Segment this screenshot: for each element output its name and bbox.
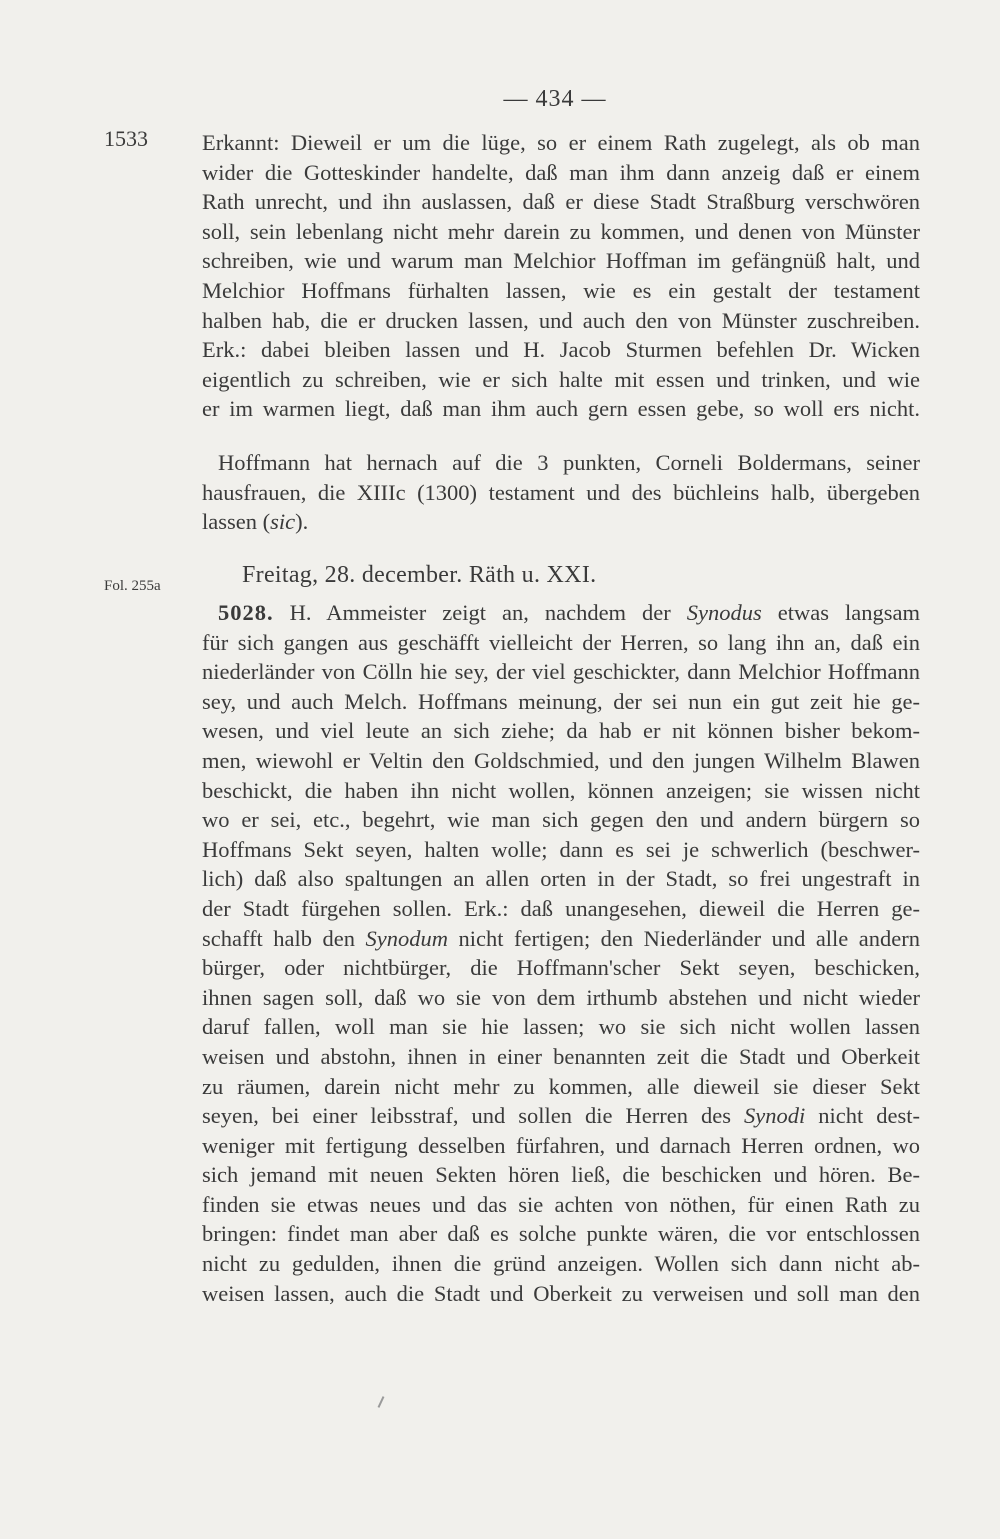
text-run: H. Ammeister zeigt an, nachdem der [289,600,687,625]
text-line: daruf fallen, woll man sie hie lassen; wo sie sich nicht wollen lassen [202,1014,920,1040]
text-line: wider die Gotteskinder handelte, daß man ihm dann anzeig daß er einem [202,159,920,185]
stray-pencil-mark [378,1396,385,1408]
text-line: Erk.: dabei bleiben lassen und H. Jacob Sturmen befehlen Dr. Wicken [202,337,920,363]
text-line: nicht zu gedulden, ihnen die gründ anzeigen. Wollen sich dann nicht ab- [202,1251,920,1277]
page-number: — 434 — [503,86,607,112]
text-line: wo er sei, etc., begehrt, wie man sich gegen den und andern bürgern so [202,807,920,833]
text-line: für sich gangen aus geschäfft vielleicht der Herren, so lang ihn an, daß ein [202,629,920,655]
italic-text: sic [270,509,296,535]
text-run: etwas langsam [761,600,921,625]
text-line: Erkannt: Dieweil er um die lüge, so er einem Rath zugelegt, als ob man [202,130,920,155]
text-run: schafft halb den [202,925,366,951]
text-line: niederländer von Cölln hie sey, der viel geschickter, dann Melchior Hoffmann [202,659,920,685]
text-line: men, wiewohl er Veltin den Goldschmied, und den jungen Wilhelm Blawen [202,747,920,773]
text-line: eigentlich zu schreiben, wie er sich halte mit essen und trinken, und wie [202,366,920,392]
text-run: nicht dest- [805,1103,920,1129]
paragraph-erkannt [202,128,920,424]
text-run: seyen, bei einer leibsstraf, und sollen die Herren des [202,1103,744,1129]
date-heading: Freitag, 28. december. Räth u. XXI. [242,562,597,588]
text-run: ). [295,509,309,535]
text-line: lich) daß also spaltungen an allen orten in der Stadt, so frei ungestraft in [202,866,920,892]
margin-folio [104,578,161,595]
text-line: weniger mit fertigung desselben fürfahren, und darnach Herren ordnen, wo [202,1132,920,1158]
italic-text: Synodus [686,600,762,625]
text-run: nicht fertigen; den Niederländer und alle andern [448,925,921,951]
text-line: weisen und abstohn, ihnen in einer benannten zeit die Stadt und Oberkeit [202,1043,920,1069]
text-line: ihnen sagen soll, daß wo sie von dem irthumb abstehen und nicht wieder [202,984,920,1010]
paragraph-hoffmann [202,448,920,537]
text-line: der Stadt fürgehen sollen. Erk.: daß unangesehen, dieweil die Herren ge- [202,895,920,921]
text-line: weisen lassen, auch die Stadt und Oberkeit zu verweisen und soll man den [202,1280,920,1306]
text-line: beschickt, die haben ihn nicht wollen, können anzeigen; sie wissen nicht [202,777,920,803]
text-line: hausfrauen, die XIIIc (1300) testament und des büchleins halb, übergeben [202,479,920,505]
text-line: wesen, und viel leute an sich ziehe; da hab er nit können bisher bekom- [202,718,920,744]
text-line: bringen: findet man aber daß es solche punkte wären, die vor entschlossen [202,1221,920,1247]
paragraph-entry-5028 [202,598,920,1308]
text-line: zu räumen, darein nicht mehr zu kommen, alle dieweil sie dieser Sekt [202,1073,920,1099]
entry-number: 5028. [218,600,274,625]
text-run: lassen ( [202,509,271,535]
text-line: er im warmen liegt, daß man ihm auch gern essen gebe, so woll ers nicht. [202,396,920,422]
text-line: halben hab, die er drucken lassen, und auch den von Münster zuschreiben. [202,307,920,333]
text-line: Hoffmans Sekt seyen, halten wolle; dann es sei je schwerlich (beschwer- [202,836,920,862]
text-line [202,924,920,954]
text-line [202,1101,920,1131]
italic-text: Synodum [365,925,449,951]
text-line: sey, und auch Melch. Hoffmans meinung, der sei nun ein gut zeit hie ge- [202,688,920,714]
text-line: sich jemand mit neuen Sekten hören ließ, die beschicken und hören. Be- [202,1162,920,1188]
text-line [202,598,920,628]
text-line: Melchior Hoffmans fürhalten lassen, wie es ein gestalt der testament [202,277,920,303]
text-line: bürger, oder nichtbürger, die Hoffmann'scher Sekt seyen, beschicken, [202,955,920,981]
text-line: finden sie etwas neues und das sie achten von nöthen, für einen Rath zu [202,1191,920,1217]
text-line: soll, sein lebenlang nicht mehr darein zu kommen, und denen von Münster [202,218,920,244]
text-line [202,507,920,537]
margin-folio-text: Fol. 255a [104,578,161,594]
text-line: Hoffmann hat hernach auf die 3 punkten, Corneli Boldermans, seiner [218,450,920,475]
text-line: schreiben, wie und warum man Melchior Hoffman im gefängnüß halt, und [202,248,920,274]
italic-text: Synodi [743,1103,806,1129]
text-line: Rath unrecht, und ihn auslassen, daß er diese Stadt Straßburg verschwören [202,189,920,215]
margin-year: 1533 [104,126,148,151]
